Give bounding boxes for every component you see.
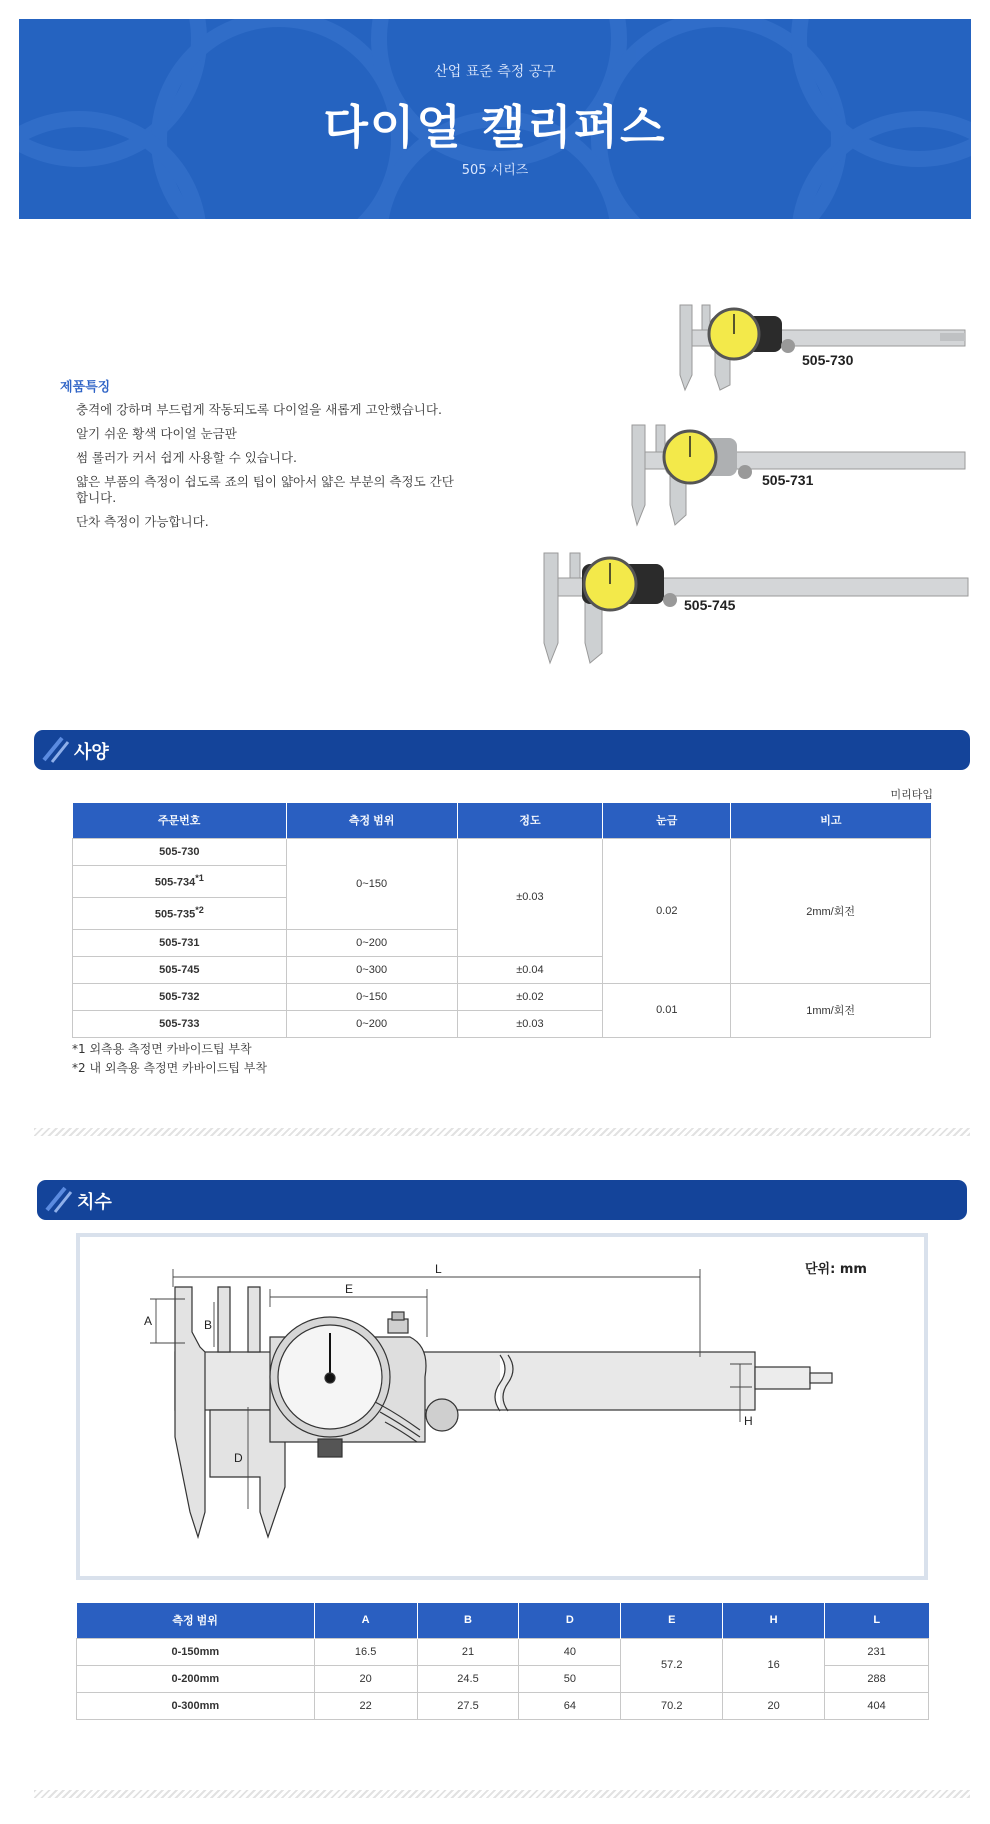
remark-cell: 2mm/회전 bbox=[731, 838, 931, 983]
range-cell: 0-300mm bbox=[77, 1692, 315, 1719]
range-cell: 0~150 bbox=[286, 838, 457, 929]
accuracy-cell: ±0.04 bbox=[457, 956, 603, 983]
range-cell: 0-150mm bbox=[77, 1638, 315, 1665]
remark-cell: 1mm/회전 bbox=[731, 983, 931, 1037]
value-L: 288 bbox=[825, 1665, 929, 1692]
banner-series: 505 시리즈 bbox=[461, 163, 529, 178]
dimension-drawing-frame bbox=[76, 1233, 928, 1580]
features-title: 제품특징 bbox=[60, 380, 111, 395]
feature-item: 얇은 부품의 측정이 쉽도록 죠의 팁이 얇아서 얇은 부분의 측정도 간단합니다. bbox=[76, 474, 454, 505]
col-header-H: H bbox=[723, 1603, 825, 1638]
features-list bbox=[76, 402, 456, 538]
table-row bbox=[77, 1692, 929, 1719]
dim-label-A: A bbox=[144, 1314, 153, 1328]
dim-label-B: B bbox=[204, 1318, 213, 1332]
order-no: 505-733 bbox=[73, 1010, 287, 1037]
col-header-graduation: 눈금 bbox=[603, 803, 731, 838]
product-image-505-731 bbox=[620, 420, 970, 530]
banner-subtitle: 산업 표준 측정 공구 bbox=[434, 64, 556, 80]
footnote: *1 외측용 측정면 카바이드팁 부착 bbox=[72, 1042, 252, 1056]
order-no: 505-730 bbox=[73, 838, 287, 865]
graduation-cell: 0.02 bbox=[603, 838, 731, 983]
col-header-B: B bbox=[417, 1603, 519, 1638]
order-no: 505-731 bbox=[73, 929, 287, 956]
accuracy-cell: ±0.03 bbox=[457, 1010, 603, 1037]
caliper-illustration bbox=[530, 548, 970, 668]
value-D: 40 bbox=[519, 1638, 621, 1665]
footnote: *2 내 외측용 측정면 카바이드팁 부착 bbox=[72, 1061, 267, 1075]
product-model-label: 505-745 bbox=[684, 597, 736, 613]
col-header-A: A bbox=[314, 1603, 417, 1638]
col-header-range: 측정 범위 bbox=[286, 803, 457, 838]
order-no: 505-745 bbox=[73, 956, 287, 983]
order-no: 505-734$^{*1}$ bbox=[73, 865, 287, 897]
col-header-accuracy: 정도 bbox=[457, 803, 603, 838]
range-cell: 0~200 bbox=[286, 929, 457, 956]
value-H: 16 bbox=[723, 1638, 825, 1692]
section-slash-icon bbox=[43, 1184, 75, 1214]
col-header-L: L bbox=[825, 1603, 929, 1638]
value-L: 404 bbox=[825, 1692, 929, 1719]
section-divider bbox=[34, 1128, 970, 1136]
order-no: 505-732 bbox=[73, 983, 287, 1010]
value-L: 231 bbox=[825, 1638, 929, 1665]
footnote-mark: *2 bbox=[195, 905, 204, 916]
col-header-range: 측정 범위 bbox=[77, 1603, 315, 1638]
unit-type-note: 미리타입 bbox=[890, 788, 933, 801]
table-row bbox=[77, 1638, 929, 1665]
caliper-dimension-drawing bbox=[80, 1237, 924, 1576]
range-cell: 0~200 bbox=[286, 1010, 457, 1037]
value-D: 50 bbox=[519, 1665, 621, 1692]
value-D: 64 bbox=[519, 1692, 621, 1719]
value-B: 27.5 bbox=[417, 1692, 519, 1719]
value-A: 20 bbox=[314, 1665, 417, 1692]
col-header-remark: 비고 bbox=[731, 803, 931, 838]
value-B: 21 bbox=[417, 1638, 519, 1665]
product-image-505-730 bbox=[670, 300, 970, 395]
dim-label-E: E bbox=[345, 1282, 354, 1296]
graduation-cell: 0.01 bbox=[603, 983, 731, 1037]
footnote-mark: *1 bbox=[195, 873, 204, 884]
section-divider bbox=[34, 1790, 970, 1798]
order-no: 505-735$^{*2}$ bbox=[73, 897, 287, 929]
value-E: 57.2 bbox=[621, 1638, 723, 1692]
range-cell: 0~300 bbox=[286, 956, 457, 983]
product-image-505-745 bbox=[530, 548, 970, 668]
value-E: 70.2 bbox=[621, 1692, 723, 1719]
spec-footnotes bbox=[72, 1040, 267, 1078]
feature-item: 단차 측정이 가능합니다. bbox=[76, 514, 209, 529]
dim-label-L: L bbox=[435, 1262, 442, 1276]
accuracy-cell: ±0.02 bbox=[457, 983, 603, 1010]
value-B: 24.5 bbox=[417, 1665, 519, 1692]
dim-label-H: H bbox=[744, 1414, 753, 1428]
table-header-row bbox=[77, 1603, 929, 1638]
value-A: 22 bbox=[314, 1692, 417, 1719]
feature-item: 썸 롤러가 커서 쉽게 사용할 수 있습니다. bbox=[76, 450, 298, 465]
table-header-row bbox=[73, 803, 931, 838]
col-header-order-no: 주문번호 bbox=[73, 803, 287, 838]
spec-table bbox=[72, 803, 931, 1038]
hero-banner bbox=[19, 19, 971, 219]
range-cell: 0~150 bbox=[286, 983, 457, 1010]
table-row bbox=[73, 983, 931, 1010]
caliper-illustration bbox=[670, 300, 970, 395]
table-row bbox=[73, 838, 931, 865]
dimension-table bbox=[76, 1603, 929, 1720]
product-model-label: 505-731 bbox=[762, 472, 814, 488]
spec-section-header bbox=[34, 730, 970, 770]
feature-item: 알기 쉬운 황색 다이얼 눈금판 bbox=[76, 426, 237, 441]
value-A: 16.5 bbox=[314, 1638, 417, 1665]
feature-item: 충격에 강하며 부드럽게 작동되도록 다이얼을 새롭게 고안했습니다. bbox=[76, 402, 442, 417]
dim-label-D: D bbox=[234, 1451, 243, 1465]
page-title: 다이얼 캘리퍼스 bbox=[323, 100, 667, 154]
spec-section-title: 사양 bbox=[74, 742, 109, 763]
product-model-label: 505-730 bbox=[802, 352, 854, 368]
dimensions-section-header bbox=[37, 1180, 967, 1220]
value-H: 20 bbox=[723, 1692, 825, 1719]
accuracy-cell: ±0.03 bbox=[457, 838, 603, 956]
section-slash-icon bbox=[40, 734, 72, 764]
range-cell: 0-200mm bbox=[77, 1665, 315, 1692]
dimensions-section-title: 치수 bbox=[77, 1192, 112, 1213]
dimension-unit-label: 단위: mm bbox=[805, 1262, 867, 1277]
col-header-D: D bbox=[519, 1603, 621, 1638]
col-header-E: E bbox=[621, 1603, 723, 1638]
